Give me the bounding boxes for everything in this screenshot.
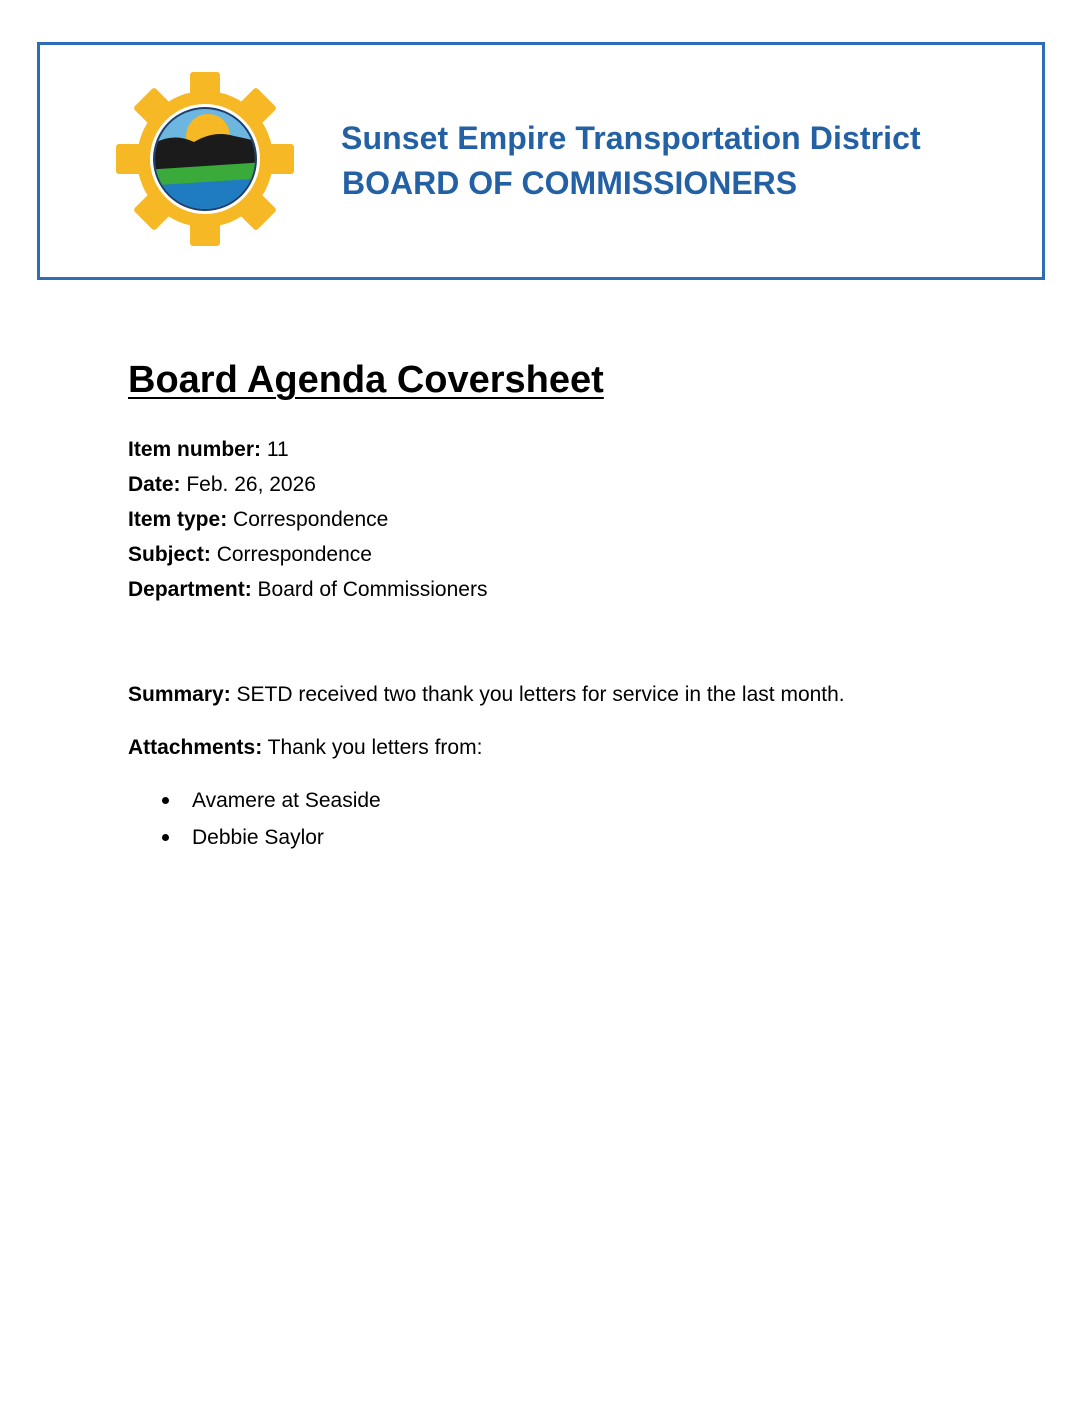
summary-line	[128, 684, 845, 705]
department-line	[128, 579, 487, 600]
bullet-icon	[162, 834, 169, 841]
organization-name: Sunset Empire Transportation District	[341, 120, 921, 156]
subject-label: Subject:	[128, 543, 211, 566]
subject-line	[128, 544, 372, 565]
sunset-gear-logo-icon	[114, 70, 296, 248]
item-number-line	[128, 439, 289, 460]
department-label: Department:	[128, 578, 252, 601]
date-label: Date:	[128, 473, 181, 496]
date-line	[128, 474, 316, 495]
summary-value: SETD received two thank you letters for service in the last month.	[236, 683, 845, 706]
attachments-label: Attachments:	[128, 736, 263, 759]
item-number-value: 11	[266, 438, 289, 461]
page-title: Board Agenda Coversheet	[128, 359, 604, 401]
list-item-text: Avamere at Seaside	[192, 789, 381, 812]
board-name: BOARD OF COMMISSIONERS	[342, 165, 798, 201]
item-type-label: Item type:	[128, 508, 228, 531]
summary-label: Summary:	[128, 683, 231, 706]
bullet-icon	[162, 797, 169, 804]
attachments-value: Thank you letters from:	[267, 736, 483, 759]
date-value: Feb. 26, 2026	[186, 473, 316, 496]
department-value: Board of Commissioners	[257, 578, 488, 601]
subject-value: Correspondence	[216, 543, 372, 566]
item-number-label: Item number:	[128, 438, 262, 461]
list-item-text: Debbie Saylor	[192, 826, 324, 849]
attachments-line	[128, 737, 482, 758]
item-type-value: Correspondence	[233, 508, 389, 531]
item-type-line	[128, 509, 388, 530]
